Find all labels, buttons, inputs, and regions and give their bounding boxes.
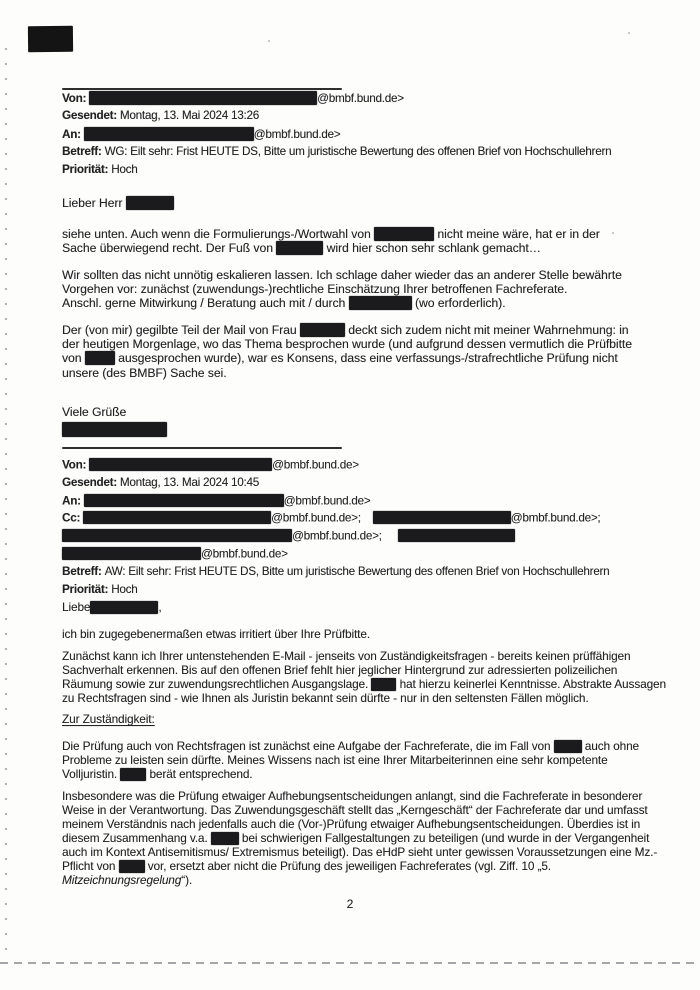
text-line [62,127,611,145]
text-line [62,803,657,817]
text-line [62,600,162,614]
email1-salutation [62,196,174,210]
email1-paragraph-3 [62,323,632,380]
text-segment: Von: [62,92,90,105]
redaction-bar [300,323,345,337]
email2-salutation [62,600,162,614]
scan-speck [268,40,270,42]
redaction-bar [89,91,317,105]
text-line [62,565,609,583]
text-line [62,511,609,529]
email2-intro-line [62,627,370,641]
text-segment: Von: [62,458,90,472]
text-segment: zu Rechtsfragen sind - wie Ihnen als Juristin bekannt sein dürfte - nur in den seltensten Fällen möglich. [62,691,589,705]
redaction-bar [349,296,412,310]
email2-paragraph-d [62,789,657,887]
text-segment: auch im Kontext Antisemitismus/ Extremismus beteiligt). Das eHdP sieht unter gewissen Voraussetzungen eine Mz.- [62,845,658,859]
text-segment: Mitzeichnungsregelung [62,873,182,887]
text-segment: Cc: [62,511,84,525]
text-segment: wird hier schon sehr schlank gemacht… [323,241,541,256]
text-segment: “). [181,873,193,887]
text-segment: bei schwierigen Fallgestaltungen zu beteiligen (und wurde in der Vergangenheit [238,831,650,845]
email1-closing-signature [62,405,167,439]
text-segment: Montag, 13. Mai 2024 13:26 [119,109,259,122]
text-segment: Hoch [111,163,138,176]
text-segment: Räumung sowie zur zuwendungsrechtlichen Ausgangslage. [62,677,372,691]
text-segment: @bmbf.bund.de> [272,458,359,472]
redaction-bar [398,529,515,542]
email2-heading-zustaendigkeit [62,712,155,726]
text-segment: hat hierzu keinerlei Kenntnisse. Abstrakte Aussagen [396,677,666,691]
text-segment: der heutigen Morgenlage, wo das Thema besprochen wurde (und aufgrund dessen vermutlich die Prüfbitte [62,337,632,352]
text-line [62,627,370,641]
text-line [62,145,611,163]
text-line [62,337,632,351]
bottom-scan-line [0,962,700,964]
redaction-bar [62,422,167,437]
text-line [62,163,611,181]
text-segment: Zunächst kann ich Ihrer untenstehenden E-Mail - jenseits von Zuständigkeitsfragen - bereits keinen prüffähigen [62,649,631,663]
text-segment: (wo erforderlich). [411,296,506,311]
text-line [62,873,657,887]
text-segment: diesem Zusammenhang v.a. [62,831,211,845]
left-edge-scan-dots [5,48,7,953]
email1-header [62,91,611,181]
email2-paragraph-c [62,739,639,781]
text-segment: AW: Eilt sehr: Frist HEUTE DS, Bitte um juristische Bewertung des offenen Brief von Hochschullehrern [104,564,610,578]
redaction-bar [211,832,239,845]
text-line [62,351,632,365]
redaction-bar [120,768,146,781]
text-segment: @bmbf.bund.de> [253,128,341,141]
text-line [62,583,609,601]
text-line [62,91,611,109]
scan-speck [628,32,630,34]
text-segment: Der (von mir) gegilbte Teil der Mail von Frau [62,323,300,337]
text-line [62,845,657,859]
text-line [62,529,609,547]
text-segment: @bmbf.bund.de>; [271,511,361,525]
text-segment: Pflicht von [62,859,119,873]
text-line [62,691,666,705]
scan-speck [612,232,614,234]
text-segment: deckt sich zudem nicht mit meiner Wahrnehmung: in [344,323,629,337]
email1-paragraph-1 [62,227,600,255]
text-line [62,494,609,512]
text-segment: @bmbf.bund.de> [317,92,404,105]
redaction-bar [373,511,511,524]
text-line [62,817,657,831]
redaction-bar [371,678,396,691]
text-line [62,789,657,803]
redaction-bar [84,494,284,507]
text-segment: Gesendet: [62,109,120,122]
redaction-bar [85,351,115,365]
redaction-bar [90,601,158,614]
text-segment: Probleme zu leisten sein dürfte. Meines Wissens nach ist eine Ihrer Mitarbeiterinnen eine sehr kompetente [62,753,608,767]
text-line [62,831,657,845]
redaction-bar [554,740,582,753]
text-segment: Sache überwiegend recht. Der Fuß von [62,241,277,256]
redaction-bar [62,547,201,560]
text-segment: Viele Grüße [62,405,127,419]
text-segment: unsere (des BMBF) Sache sei. [62,365,227,380]
text-segment: @bmbf.bund.de>; [292,529,382,543]
email2-separator-line [62,447,342,449]
text-line [62,268,622,282]
redaction-bar [119,860,145,873]
text-segment: Zur Zuständigkeit: [62,712,155,726]
text-segment: von [62,351,85,366]
text-line [62,241,600,255]
text-line [62,366,632,380]
page-number: 2 [346,897,354,911]
text-segment: Priorität: [62,582,112,596]
text-line [62,677,666,691]
text-segment: @bmbf.bund.de> [283,494,371,508]
text-line [62,712,155,726]
text-segment: Insbesondere was die Prüfung etwaiger Aufhebungsentscheidungen anlangt, sind die Fachreferate in besonderer [62,789,643,803]
text-segment: Gesendet: [62,475,120,489]
redaction-bar [62,529,292,542]
text-segment: Die Prüfung auch von Rechtsfragen ist zunächst eine Aufgabe der Fachreferate, die im Fall von [62,739,554,753]
text-segment: vor, ersetzt aber nicht die Prüfung des jeweiligen Fachreferates (vgl. Ziff. 10 „5. [144,859,551,873]
text-line [62,458,609,476]
text-line [62,649,666,663]
text-segment: ich bin zugegebenermaßen etwas irritiert über Ihre Prüfbitte. [62,627,370,641]
text-segment: Montag, 13. Mai 2024 10:45 [119,475,259,489]
text-line [62,753,639,767]
text-segment: Betreff: [62,145,105,158]
email2-header [62,458,609,600]
text-segment: Anschl. gerne Mitwirkung / Beratung auch mit / durch [62,296,349,311]
text-line [62,663,666,677]
text-segment: Betreff: [62,564,105,578]
text-line [62,227,600,241]
text-segment: Priorität: [62,163,112,176]
top-left-redaction-box [28,26,73,52]
text-segment: An: [62,128,84,141]
text-segment: Weise in der Verantwortung. Das Zuwendungsgeschäft stellt das „Kerngeschäft“ der Fachreferate dar und umfasst [62,803,648,817]
text-segment: Lieber Herr [62,196,126,210]
text-segment: auch ohne [581,739,639,753]
redaction-bar [374,227,434,241]
redaction-bar [84,127,254,141]
text-segment: Liebe [62,600,91,614]
text-line [62,282,622,296]
text-segment: Wir sollten das nicht unnötig eskalieren lassen. Ich schlage daher wieder das an anderer Stelle bewährte [62,268,622,282]
text-line [62,323,632,337]
text-line [62,405,167,422]
text-line [62,767,639,781]
text-segment: @bmbf.bund.de>; [510,511,601,525]
redaction-bar [276,241,323,255]
text-segment: berät entsprechend. [146,767,253,781]
text-segment: ausgesprochen wurde), war es Konsens, dass eine verfassungs-/strafrechtliche Prüfung nicht [114,351,618,366]
text-segment: Sachverhalt erkennen. Bis auf den offenen Brief fehlt hier jeglicher Hintergrund zur adressierten polizeilichen [62,663,618,677]
text-segment: nicht meine wäre, hat er in der [434,227,600,241]
text-segment: Hoch [111,582,138,596]
text-line [62,296,622,310]
text-line [62,422,167,439]
text-segment: An: [62,494,84,508]
redaction-bar [89,458,272,471]
redaction-bar [126,196,174,210]
text-line [62,739,639,753]
text-segment: siehe unten. Auch wenn die Formulierungs-/Wortwahl von [62,227,375,241]
text-line [62,547,609,565]
text-segment: @bmbf.bund.de> [201,547,288,561]
redaction-bar [83,511,271,524]
text-segment: Vorgehen vor: zunächst (zuwendungs-)rechtliche Einschätzung Ihrer betroffenen Fachreferate. [62,282,568,297]
email1-paragraph-2 [62,268,622,311]
text-segment: WG: Eilt sehr: Frist HEUTE DS, Bitte um juristische Bewertung des offenen Brief von Hochschullehrern [104,145,612,158]
text-line [62,476,609,494]
text-segment: , [158,600,162,614]
text-line [62,109,611,127]
text-line [62,859,657,873]
text-segment: meinem Verständnis nach jedenfalls auch die (Vor-)Prüfung etwaiger Aufhebungsentscheidungen. Überdies ist in [62,817,641,831]
email2-paragraph-b [62,649,666,705]
text-line [62,196,174,210]
text-segment: Volljuristin. [62,767,121,781]
